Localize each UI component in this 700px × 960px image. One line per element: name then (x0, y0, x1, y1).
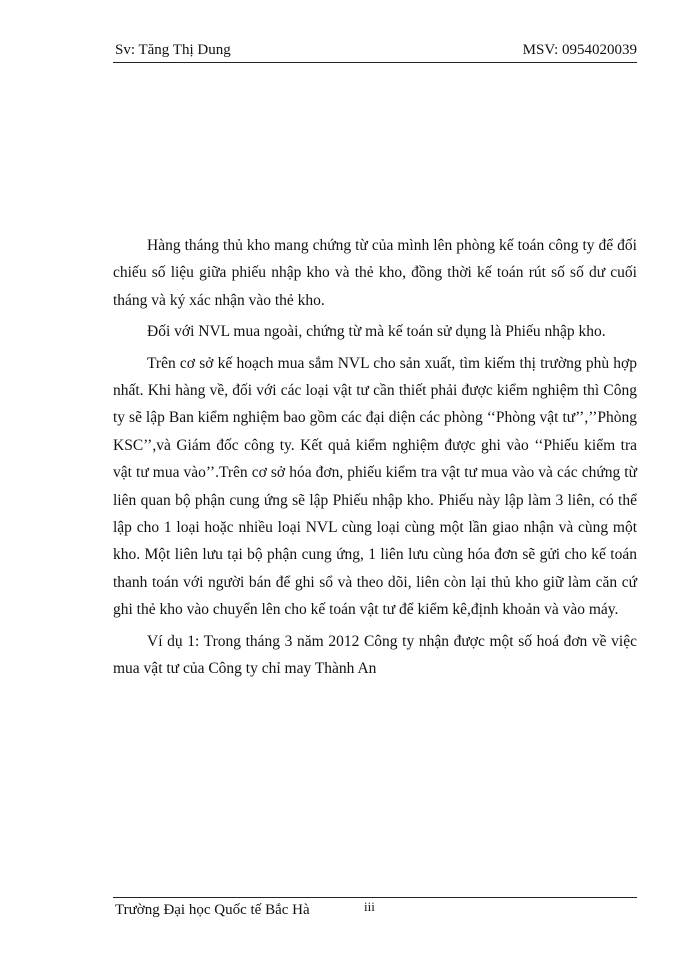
page-number: iii (364, 899, 375, 914)
school-name: Trường Đại học Quốc tế Bắc Hà (115, 902, 310, 918)
document-body (113, 232, 637, 687)
paragraph-4: Ví dụ 1: Trong tháng 3 năm 2012 Công ty nhận được một số hoá đơn về việc mua vật tư của Công ty chỉ may Thành An (113, 632, 637, 678)
paragraph-2: Đối với NVL mua ngoài, chứng từ mà kế toán sử dụng là Phiếu nhập kho. (147, 323, 606, 341)
header-divider (113, 62, 637, 63)
paragraph-3: Trên cơ sở kế hoạch mua sắm NVL cho sản xuất, tìm kiếm thị trường phù hợp nhất. Khi hàng về, đối với các loại vật tư cần thiết phải được kiểm nghiệm thì Công ty sẽ lập Ban kiểm nghiệm bao gồm các đại diện các phòng ‘‘Phòng vật tư’’,’’Phòng KSC’’,và Giám đốc công ty. Kết quả kiểm nghiệm được ghi vào ‘‘Phiếu kiểm tra vật tư mua vào’’.Trên cơ sở hóa đơn, phiếu kiểm tra vật tư mua vào và các chứng từ liên quan bộ phận cung ứng sẽ lập Phiếu nhập kho. Phiếu này lập làm 3 liên, có thể lập cho 1 loại hoặc nhiều loại NVL cùng loại cùng một lần giao nhận và cùng một kho. Một liên lưu tại bộ phận cung ứng, 1 liên lưu cùng hóa đơn sẽ gửi cho kế toán thanh toán với người bán để ghi sổ và theo dõi, liên còn lại thủ kho giữ làm căn cứ ghi thẻ kho vào chuyển lên cho kế toán vật tư để kiểm kê,định khoản và vào máy. (113, 354, 637, 619)
student-id: MSV: 0954020039 (522, 42, 637, 58)
paragraph-1: Hàng tháng thủ kho mang chứng từ của mình lên phòng kế toán công ty để đối chiếu số liệu giữa phiếu nhập kho và thẻ kho, đồng thời kế toán rút số số dư cuối tháng và ký xác nhận vào thẻ kho. (113, 237, 637, 309)
student-name: Sv: Tăng Thị Dung (115, 42, 231, 58)
footer-divider (113, 897, 637, 898)
